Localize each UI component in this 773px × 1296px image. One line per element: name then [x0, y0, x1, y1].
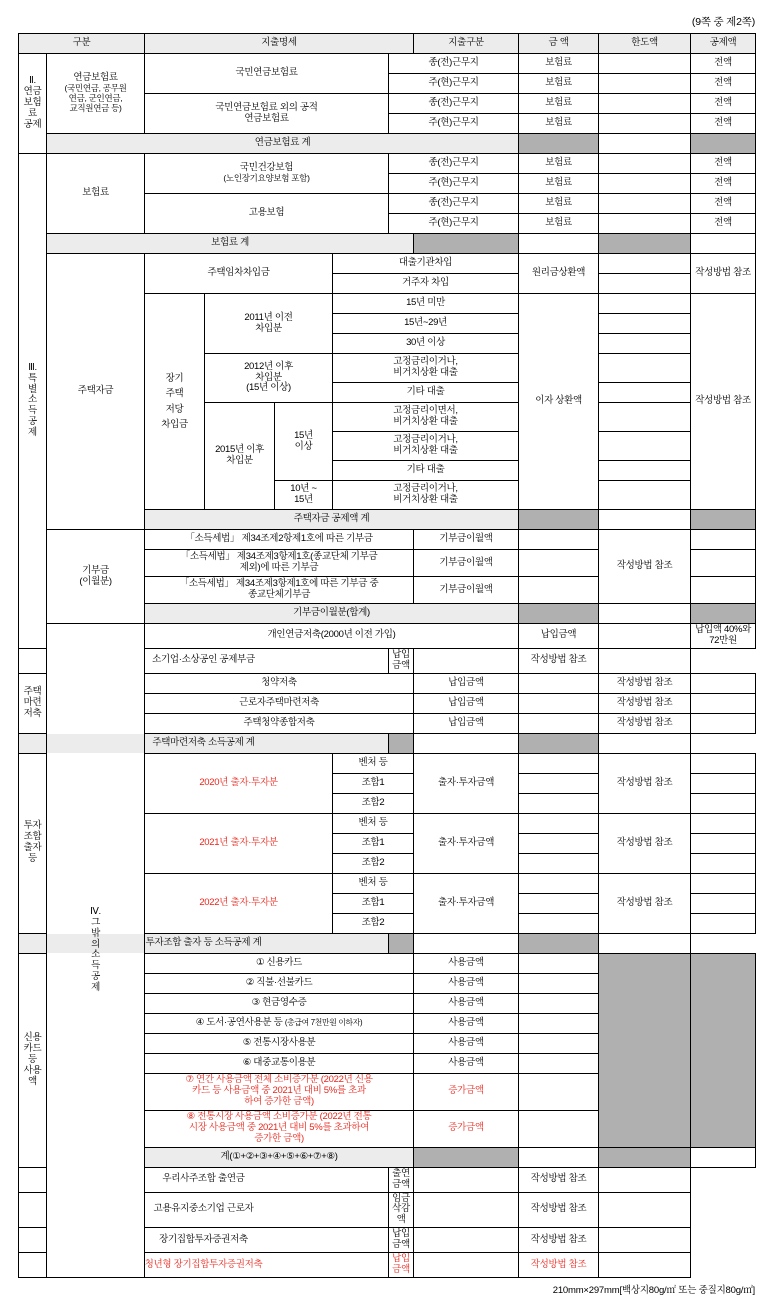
limit-inv-2022: 작성방법 참조	[599, 873, 691, 933]
blocked-cell	[519, 733, 599, 753]
limit-pps: 납입액 40%와 72만원	[691, 624, 756, 649]
workplace-curr-3: 주(현)근무지	[389, 174, 519, 194]
kind-card-1: 사용금액	[414, 953, 519, 973]
card-item-7: ⑦ 연간 사용금액 전체 소비증가분 (2022년 신용 카드 등 사용금액 중 2021년 대비 5%를 초과 하여 증가한 금액)	[145, 1073, 414, 1110]
amount-cell[interactable]	[519, 793, 599, 813]
amount-cell[interactable]	[599, 194, 691, 214]
pension-group-name: 연금보험료 (국민연금, 공무원 연금, 군인연금, 교직원연금 등)	[47, 54, 145, 134]
mortgage-2011-item-2: 15년~29년	[333, 314, 519, 334]
lease-source-resident: 거주자 차입	[333, 274, 519, 294]
limit-3: 전액	[691, 94, 756, 114]
amount-cell[interactable]	[519, 1033, 599, 1053]
card-item-6: ⑥ 대중교통이용분	[145, 1053, 414, 1073]
investment-2020-item-1: 벤처 등	[333, 753, 414, 773]
kind-inv-2021: 출자·투자금액	[414, 813, 519, 873]
card-item-2: ② 직불·선불카드	[145, 973, 414, 993]
limit-5: 전액	[691, 154, 756, 174]
investment-2020-item-2: 조합1	[333, 773, 414, 793]
card-item-1: ① 신용카드	[145, 953, 414, 973]
kind-tail-1: 출연금액	[389, 1167, 414, 1192]
table-row	[19, 648, 756, 673]
mortgage-2015-sub-15y: 15년 이상	[275, 403, 333, 481]
amount-cell[interactable]	[599, 74, 691, 94]
blocked-cell	[519, 510, 599, 530]
kind-mortgage: 이자 상환액	[519, 294, 599, 510]
amount-cell[interactable]	[519, 550, 599, 577]
blocked-cell	[599, 1147, 691, 1167]
card-item-3: ③ 현금영수증	[145, 993, 414, 1013]
table-row	[19, 530, 756, 550]
kind-card-4: 사용금액	[414, 1013, 519, 1033]
deduction-cell[interactable]	[599, 1167, 691, 1192]
mortgage-2015-item-3: 기타 대출	[333, 461, 519, 481]
amount-cell[interactable]	[599, 314, 691, 334]
kind-donation-2: 기부금이월액	[414, 550, 519, 577]
amount-cell[interactable]	[599, 114, 691, 134]
amount-cell[interactable]	[414, 648, 519, 673]
amount-cell[interactable]	[519, 753, 599, 773]
mortgage-2015-item-4: 고정금리이거나, 비거치상환 대출	[333, 481, 519, 510]
kind-sav-2: 납입금액	[414, 693, 519, 713]
deduction-cell[interactable]	[691, 773, 756, 793]
amount-cell[interactable]	[414, 1192, 519, 1228]
table-header-row	[19, 34, 756, 54]
limit-7: 전액	[691, 194, 756, 214]
amount-cell[interactable]	[599, 481, 691, 510]
blocked-cell	[414, 1147, 519, 1167]
deduction-cell[interactable]	[691, 753, 756, 773]
limit-6: 전액	[691, 174, 756, 194]
kind-card-7: 증가금액	[414, 1073, 519, 1110]
limit-tail-4: 작성방법 참조	[519, 1253, 599, 1278]
deduction-table	[18, 33, 756, 1278]
amount-cell[interactable]	[599, 174, 691, 194]
amount-cell[interactable]	[599, 254, 691, 274]
investment-2020-item-3: 조합2	[333, 793, 414, 813]
amount-cell[interactable]	[599, 154, 691, 174]
mortgage-2015-item-2: 고정금리이거나, 비거치상환 대출	[333, 432, 519, 461]
donation-group-name: 기부금 (이월분)	[47, 530, 145, 624]
col-header-division: 구분	[19, 34, 145, 54]
kind-3: 보험료	[519, 94, 599, 114]
item-long-term-fund-savings: 장기집합투자증권저축	[19, 1228, 389, 1253]
card-item-5: ⑤ 전통시장사용분	[145, 1033, 414, 1053]
amount-cell[interactable]	[519, 993, 599, 1013]
amount-cell[interactable]	[414, 1228, 519, 1253]
limit-sav-1: 작성방법 참조	[599, 673, 691, 693]
blocked-cell	[389, 733, 414, 753]
deduction-cell[interactable]	[691, 693, 756, 713]
investment-2022-item-3: 조합2	[333, 913, 414, 933]
insurance-group-name: 보험료	[47, 154, 145, 234]
kind-card-3: 사용금액	[414, 993, 519, 1013]
card-item-8: ⑧ 전통시장 사용금액 소비증가분 (2022년 전통 시장 사용금액 중 2021년 대비 5%를 초과하여 증가한 금액)	[145, 1110, 414, 1147]
limit-4: 전액	[691, 114, 756, 134]
amount-cell[interactable]	[519, 673, 599, 693]
investment-group-name: 투자조합 출자 등	[19, 753, 47, 933]
workplace-prev-2: 종(전)근무지	[389, 94, 519, 114]
deduction-cell[interactable]	[691, 234, 756, 254]
deduction-cell[interactable]	[691, 913, 756, 933]
limit-inv-2020: 작성방법 참조	[599, 753, 691, 813]
investment-2021-item-1: 벤처 등	[333, 813, 414, 833]
blocked-cell	[599, 234, 691, 254]
mortgage-2011-item-3: 30년 이상	[333, 334, 519, 354]
deduction-cell[interactable]	[691, 550, 756, 577]
amount-cell[interactable]	[599, 214, 691, 234]
mortgage-2011-title: 2011년 이전 차입분	[205, 294, 333, 354]
amount-cell[interactable]	[599, 624, 691, 649]
kind-1: 보험료	[519, 54, 599, 74]
deduction-cell[interactable]	[691, 813, 756, 833]
kind-card-6: 사용금액	[414, 1053, 519, 1073]
item-youth-long-term-fund-savings: 청년형 장기집합투자증권저축	[19, 1253, 389, 1278]
item-employee-stock-fund: 우리사주조합 출연금	[19, 1167, 389, 1192]
kind-inv-2022: 출자·투자금액	[414, 873, 519, 933]
item-employment-insurance: 고용보험	[145, 194, 389, 234]
limit-sav-2: 작성방법 참조	[599, 693, 691, 713]
deduction-cell[interactable]	[599, 648, 691, 673]
mortgage-group-name: 장기 주택 저당 차입금	[145, 294, 205, 510]
donation-item-2: 「소득세법」 제34조제3항제1호(종교단체 기부금 제외)에 따른 기부금	[145, 550, 414, 577]
amount-cell[interactable]	[599, 461, 691, 481]
amount-cell[interactable]	[599, 54, 691, 74]
insurance-total-label: 보험료 계	[47, 234, 414, 254]
amount-cell[interactable]	[519, 713, 599, 733]
deduction-cell[interactable]	[599, 1192, 691, 1228]
item-house-lease-loan: 주택임차차입금	[145, 254, 333, 294]
table-row-total	[19, 134, 756, 154]
deduction-cell[interactable]	[691, 833, 756, 853]
table-row	[19, 54, 756, 74]
deduction-cell[interactable]	[691, 713, 756, 733]
table-row	[19, 1192, 756, 1228]
amount-cell[interactable]	[519, 773, 599, 793]
deduction-cell[interactable]	[599, 733, 691, 753]
deduction-cell[interactable]	[599, 933, 691, 953]
blocked-cell	[691, 134, 756, 154]
deduction-cell[interactable]	[691, 793, 756, 813]
kind-tail-4: 납입금액	[389, 1253, 414, 1278]
housing-group-name: 주택자금	[47, 254, 145, 530]
kind-lease: 원리금상환액	[519, 254, 599, 294]
amount-cell[interactable]	[519, 1147, 599, 1167]
kind-4: 보험료	[519, 114, 599, 134]
mortgage-2012-title: 2012년 이후 차입분 (15년 이상)	[205, 354, 333, 403]
kind-2: 보험료	[519, 74, 599, 94]
item-national-pension: 국민연금보험료	[145, 54, 389, 94]
col-header-detail: 지출명세	[145, 34, 414, 54]
item-personal-pension-savings: 개인연금저축(2000년 이전 가입)	[145, 624, 519, 649]
kind-card-2: 사용금액	[414, 973, 519, 993]
investment-total-label: 투자조합 출자 등 소득공제 계	[19, 933, 389, 953]
amount-cell[interactable]	[599, 604, 691, 624]
kind-tail-2: 임금삭감액	[389, 1192, 414, 1228]
amount-cell[interactable]	[414, 933, 519, 953]
blocked-cell	[519, 604, 599, 624]
item-employment-retention-worker: 고용유지중소기업 근로자	[19, 1192, 389, 1228]
card-group-name: 신용카드등 사용액	[19, 953, 47, 1167]
deduction-cell[interactable]	[691, 673, 756, 693]
col-header-kind: 지출구분	[414, 34, 519, 54]
kind-pps: 납입금액	[519, 624, 599, 649]
donation-item-3: 「소득세법」 제34조제3항제1호에 따른 기부금 중 종교단체기부금	[145, 577, 414, 604]
item-small-business-fund: 소기업·소상공인 공제부금	[19, 648, 389, 673]
amount-cell[interactable]	[519, 913, 599, 933]
amount-cell[interactable]	[599, 294, 691, 314]
deduction-cell[interactable]	[691, 873, 756, 893]
kind-7: 보험료	[519, 194, 599, 214]
limit-sbf: 작성방법 참조	[519, 648, 599, 673]
mortgage-2012-item-2: 기타 대출	[333, 383, 519, 403]
limit-sav-3: 작성방법 참조	[599, 713, 691, 733]
kind-card-5: 사용금액	[414, 1033, 519, 1053]
mortgage-2015-sub-10y: 10년 ~ 15년	[275, 481, 333, 510]
blocked-cell	[691, 953, 756, 1147]
workplace-curr-1: 주(현)근무지	[389, 74, 519, 94]
paper-spec-note: 210mm×297mm[백상지80g/㎡ 또는 중질지80g/㎡]	[552, 1284, 755, 1296]
item-health-insurance: 국민건강보험 (노인장기요양보험 포함)	[145, 154, 389, 194]
investment-2021-item-2: 조합1	[333, 833, 414, 853]
limit-inv-2021: 작성방법 참조	[599, 813, 691, 873]
amount-cell[interactable]	[519, 693, 599, 713]
amount-cell[interactable]	[414, 733, 519, 753]
limit-8: 전액	[691, 214, 756, 234]
table-row-total	[19, 234, 756, 254]
card-total-label: 계(①+②+③+④+⑤+⑥+⑦+⑧)	[145, 1147, 414, 1167]
kind-sbf: 납입금액	[389, 648, 414, 673]
amount-cell[interactable]	[599, 94, 691, 114]
savings-item-1: 청약저축	[145, 673, 414, 693]
amount-cell[interactable]	[519, 1073, 599, 1110]
mortgage-2015-title: 2015년 이후 차입분	[205, 403, 275, 510]
table-row	[19, 254, 756, 274]
kind-inv-2020: 출자·투자금액	[414, 753, 519, 813]
donation-item-1: 「소득세법」 제34조제2항제1호에 따른 기부금	[145, 530, 414, 550]
lease-source-bank: 대출기관차입	[333, 254, 519, 274]
kind-sav-3: 납입금액	[414, 713, 519, 733]
amount-cell[interactable]	[414, 1167, 519, 1192]
housing-total-label: 주택자금 공제액 계	[145, 510, 519, 530]
amount-cell[interactable]	[519, 953, 599, 973]
investment-2021-item-3: 조합2	[333, 853, 414, 873]
kind-donation-3: 기부금이월액	[414, 577, 519, 604]
limit-tail-1: 작성방법 참조	[519, 1167, 599, 1192]
amount-cell[interactable]	[519, 577, 599, 604]
blocked-cell	[691, 510, 756, 530]
amount-cell[interactable]	[519, 893, 599, 913]
limit-mortgage: 작성방법 참조	[691, 294, 756, 510]
mortgage-2011-item-1: 15년 미만	[333, 294, 519, 314]
amount-cell[interactable]	[599, 334, 691, 354]
investment-2020-title: 2020년 출자·투자분	[145, 753, 333, 813]
card-item-4: ④ 도서·공연사용분 등 (총급여 7천만원 이하자)	[145, 1013, 414, 1033]
kind-6: 보험료	[519, 174, 599, 194]
kind-sav-1: 납입금액	[414, 673, 519, 693]
table-row-total	[19, 933, 756, 953]
limit-tail-2: 작성방법 참조	[519, 1192, 599, 1228]
pension-total-label: 연금보험료 계	[47, 134, 519, 154]
mortgage-2015-item-1: 고정금리이면서, 비거치상환 대출	[333, 403, 519, 432]
deduction-cell[interactable]	[599, 1253, 691, 1278]
amount-cell[interactable]	[414, 1253, 519, 1278]
blocked-cell	[414, 234, 519, 254]
investment-2022-title: 2022년 출자·투자분	[145, 873, 333, 933]
table-row	[19, 624, 756, 649]
amount-cell[interactable]	[519, 853, 599, 873]
deduction-cell[interactable]	[691, 853, 756, 873]
blocked-cell	[599, 953, 691, 1147]
table-row-total	[19, 733, 756, 753]
amount-cell[interactable]	[519, 1013, 599, 1033]
workplace-prev-3: 종(전)근무지	[389, 154, 519, 174]
table-row	[19, 1253, 756, 1278]
amount-cell[interactable]	[519, 973, 599, 993]
investment-2022-item-1: 벤처 등	[333, 873, 414, 893]
amount-cell[interactable]	[599, 403, 691, 432]
blocked-cell	[519, 933, 599, 953]
deduction-cell[interactable]	[691, 1147, 756, 1167]
workplace-curr-4: 주(현)근무지	[389, 214, 519, 234]
amount-cell[interactable]	[519, 873, 599, 893]
amount-cell[interactable]	[599, 383, 691, 403]
col-header-amount: 금 액	[519, 34, 599, 54]
blocked-cell	[691, 604, 756, 624]
investment-2022-item-2: 조합1	[333, 893, 414, 913]
amount-cell[interactable]	[519, 833, 599, 853]
amount-cell[interactable]	[519, 1110, 599, 1147]
workplace-prev-1: 종(전)근무지	[389, 54, 519, 74]
amount-cell[interactable]	[519, 234, 599, 254]
deduction-cell[interactable]	[691, 893, 756, 913]
investment-2021-title: 2021년 출자·투자분	[145, 813, 333, 873]
blocked-cell	[519, 134, 599, 154]
kind-tail-3: 납입금액	[389, 1228, 414, 1253]
section-label-4: Ⅳ. 그 밖 의 소 득 공 제	[47, 624, 145, 1278]
savings-item-2: 근로자주택마련저축	[145, 693, 414, 713]
kind-5: 보험료	[519, 154, 599, 174]
deduction-cell[interactable]	[599, 1228, 691, 1253]
limit-donation: 작성방법 참조	[599, 530, 691, 604]
amount-cell[interactable]	[599, 134, 691, 154]
kind-card-8: 증가금액	[414, 1110, 519, 1147]
limit-2: 전액	[691, 74, 756, 94]
amount-cell[interactable]	[599, 510, 691, 530]
limit-1: 전액	[691, 54, 756, 74]
col-header-deduction: 공제액	[691, 34, 756, 54]
savings-total-label: 주택마련저축 소득공제 계	[19, 733, 389, 753]
amount-cell[interactable]	[519, 813, 599, 833]
table-row	[19, 154, 756, 174]
table-row	[19, 1167, 756, 1192]
section-label-3: Ⅲ. 특 별 소 득 공 제	[19, 154, 47, 649]
table-row	[19, 1228, 756, 1253]
donation-total-label: 기부금이월분(합계)	[145, 604, 519, 624]
housing-savings-group-name: 주택마련저축	[19, 673, 47, 733]
mortgage-2012-item-1: 고정금리이거나, 비거치상환 대출	[333, 354, 519, 383]
deduction-cell[interactable]	[691, 530, 756, 550]
amount-cell[interactable]	[599, 354, 691, 383]
col-header-limit: 한도액	[599, 34, 691, 54]
amount-cell[interactable]	[599, 432, 691, 461]
amount-cell[interactable]	[519, 530, 599, 550]
page-number-note: (9쪽 중 제2쪽)	[691, 16, 755, 28]
kind-8: 보험료	[519, 214, 599, 234]
kind-donation-1: 기부금이월액	[414, 530, 519, 550]
workplace-curr-2: 주(현)근무지	[389, 114, 519, 134]
blocked-cell	[389, 933, 414, 953]
limit-lease: 작성방법 참조	[691, 254, 756, 294]
amount-cell[interactable]	[599, 274, 691, 294]
amount-cell[interactable]	[519, 1053, 599, 1073]
savings-item-3: 주택청약종합저축	[145, 713, 414, 733]
limit-tail-3: 작성방법 참조	[519, 1228, 599, 1253]
workplace-prev-4: 종(전)근무지	[389, 194, 519, 214]
item-other-public-pension: 국민연금보험료 외의 공적 연금보험료	[145, 94, 389, 134]
section-label-2: Ⅱ. 연금 보험료 공제	[19, 54, 47, 154]
deduction-cell[interactable]	[691, 577, 756, 604]
